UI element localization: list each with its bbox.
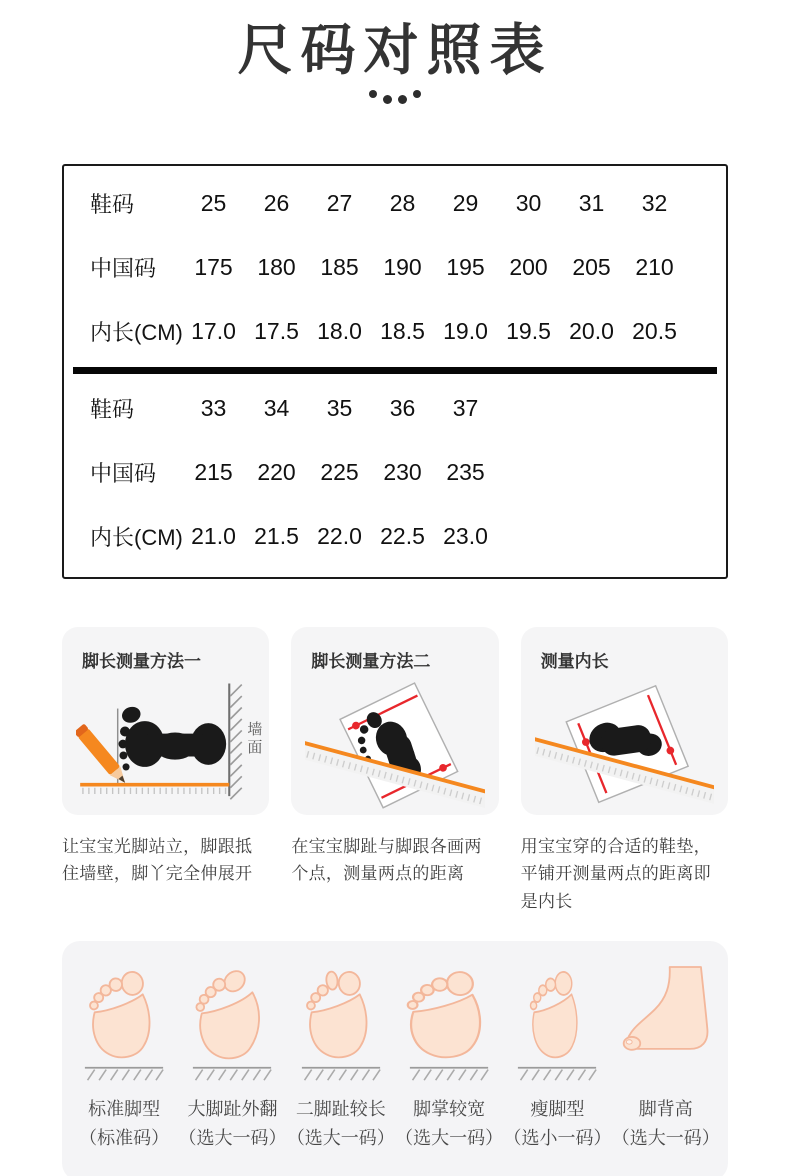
foot-type-name: 脚背高 xyxy=(638,1099,693,1120)
foot-measure-method2-illustration xyxy=(305,674,484,814)
wall-label: 墙面 xyxy=(245,720,263,757)
size-value: 34 xyxy=(263,395,290,422)
dot-icon xyxy=(383,95,392,104)
bunion-foot-illustration xyxy=(186,961,278,1065)
foot-types-panel xyxy=(62,941,728,1176)
foot-type-name: 二脚趾较长 xyxy=(295,1099,386,1120)
foot-type-name: 脚掌较宽 xyxy=(413,1099,486,1120)
ground-hatch-icon xyxy=(406,1066,492,1082)
foot-type-name: 标准脚型 xyxy=(88,1099,161,1120)
row-label: 鞋码 xyxy=(90,397,135,423)
size-value: 27 xyxy=(326,190,353,217)
page-title: 尺码对照表 xyxy=(237,19,553,81)
dot-icon xyxy=(369,90,377,98)
size-value: 33 xyxy=(200,395,227,422)
size-table-lower xyxy=(64,377,726,569)
size-value: 190 xyxy=(383,254,422,281)
ground-hatch-icon xyxy=(514,1066,600,1082)
method-card-3 xyxy=(521,627,728,815)
standard-foot-illustration xyxy=(78,961,170,1065)
row-label: 内长(CM) xyxy=(90,320,183,346)
table-row xyxy=(64,300,726,364)
size-value: 230 xyxy=(383,459,422,486)
size-value: 205 xyxy=(572,254,611,281)
size-value: 21.5 xyxy=(254,523,299,550)
size-value: 26 xyxy=(263,190,290,217)
method-description: 让宝宝光脚站立，脚跟抵住墙壁，脚丫完全伸展开 xyxy=(62,836,253,884)
size-value: 185 xyxy=(320,254,359,281)
method-card-1 xyxy=(62,627,269,815)
row-label: 中国码 xyxy=(90,256,157,282)
size-value: 21.0 xyxy=(191,523,236,550)
table-row xyxy=(64,377,726,441)
size-value: 28 xyxy=(389,190,416,217)
foot-type-wide xyxy=(395,961,503,1176)
ground-hatch-icon xyxy=(623,1066,709,1082)
ruler-icon xyxy=(80,784,229,790)
size-value: 20.5 xyxy=(632,318,677,345)
ground-hatch-icon xyxy=(189,1066,275,1082)
table-row xyxy=(64,505,726,569)
size-value: 23.0 xyxy=(443,523,488,550)
size-value: 37 xyxy=(452,395,479,422)
foot-type-name: 瘦脚型 xyxy=(530,1099,585,1120)
size-value: 195 xyxy=(446,254,485,281)
size-value: 225 xyxy=(320,459,359,486)
foot-type-advice: （选大一码） xyxy=(611,1128,720,1149)
size-table xyxy=(62,164,728,579)
size-value: 31 xyxy=(578,190,605,217)
foot-type-advice: （选小一码） xyxy=(503,1128,612,1149)
size-value: 22.0 xyxy=(317,523,362,550)
size-value: 200 xyxy=(509,254,548,281)
size-value: 17.5 xyxy=(254,318,299,345)
method-descriptions xyxy=(62,833,728,916)
size-value: 220 xyxy=(257,459,296,486)
size-value: 180 xyxy=(257,254,296,281)
size-value: 17.0 xyxy=(191,318,236,345)
table-row xyxy=(64,236,726,300)
size-value: 175 xyxy=(194,254,233,281)
size-value: 210 xyxy=(635,254,674,281)
footprint-icon xyxy=(119,704,227,770)
row-label: 中国码 xyxy=(90,461,157,487)
size-table-upper xyxy=(64,172,726,364)
size-value: 35 xyxy=(326,395,353,422)
method-cards xyxy=(62,627,728,815)
method-description: 在宝宝脚趾与脚跟各画两个点，测量两点的距离 xyxy=(291,836,482,884)
dot-icon xyxy=(413,90,421,98)
method-card-title: 脚长测量方法一 xyxy=(82,651,201,671)
title-dots-decoration xyxy=(0,88,790,104)
dot-icon xyxy=(398,95,407,104)
ground-hatch-icon xyxy=(81,1066,167,1082)
size-value: 18.0 xyxy=(317,318,362,345)
row-label: 内长(CM) xyxy=(90,525,183,551)
table-divider xyxy=(73,367,717,374)
foot-measure-method1-illustration xyxy=(76,674,255,814)
foot-type-long-second-toe xyxy=(287,961,395,1176)
row-label: 鞋码 xyxy=(90,192,135,218)
size-value: 30 xyxy=(515,190,542,217)
foot-type-narrow xyxy=(503,961,611,1176)
wall-icon xyxy=(229,683,242,799)
narrow-foot-illustration xyxy=(511,961,603,1065)
size-value: 29 xyxy=(452,190,479,217)
wide-foot-illustration xyxy=(403,961,495,1065)
method-card-2 xyxy=(291,627,498,815)
size-value: 32 xyxy=(641,190,668,217)
ground-hatch-icon xyxy=(298,1066,384,1082)
method-card-title: 脚长测量方法二 xyxy=(311,651,431,671)
size-value: 235 xyxy=(446,459,485,486)
foot-type-standard xyxy=(70,961,178,1176)
foot-type-advice: （选大一码） xyxy=(178,1128,287,1149)
foot-type-name: 大脚趾外翻 xyxy=(187,1099,278,1120)
foot-type-advice: （选大一码） xyxy=(395,1128,504,1149)
size-value: 22.5 xyxy=(380,523,425,550)
size-value: 19.5 xyxy=(506,318,551,345)
foot-type-high-instep xyxy=(612,961,720,1176)
size-value: 18.5 xyxy=(380,318,425,345)
size-value: 20.0 xyxy=(569,318,614,345)
table-row xyxy=(64,172,726,236)
foot-type-advice: （标准码） xyxy=(79,1128,170,1149)
foot-type-bunion xyxy=(178,961,286,1176)
size-value: 19.0 xyxy=(443,318,488,345)
size-value: 25 xyxy=(200,190,227,217)
size-value: 36 xyxy=(389,395,416,422)
method-description: 用宝宝穿的合适的鞋垫，平铺开测量两点的距离即是内长 xyxy=(520,836,711,911)
foot-type-advice: （选大一码） xyxy=(286,1128,395,1149)
size-value: 215 xyxy=(194,459,233,486)
insole-measure-illustration xyxy=(535,674,714,814)
method-card-title: 测量内长 xyxy=(540,651,609,671)
long-second-toe-foot-illustration xyxy=(295,961,387,1065)
table-row xyxy=(64,441,726,505)
high-instep-foot-illustration xyxy=(620,961,712,1065)
